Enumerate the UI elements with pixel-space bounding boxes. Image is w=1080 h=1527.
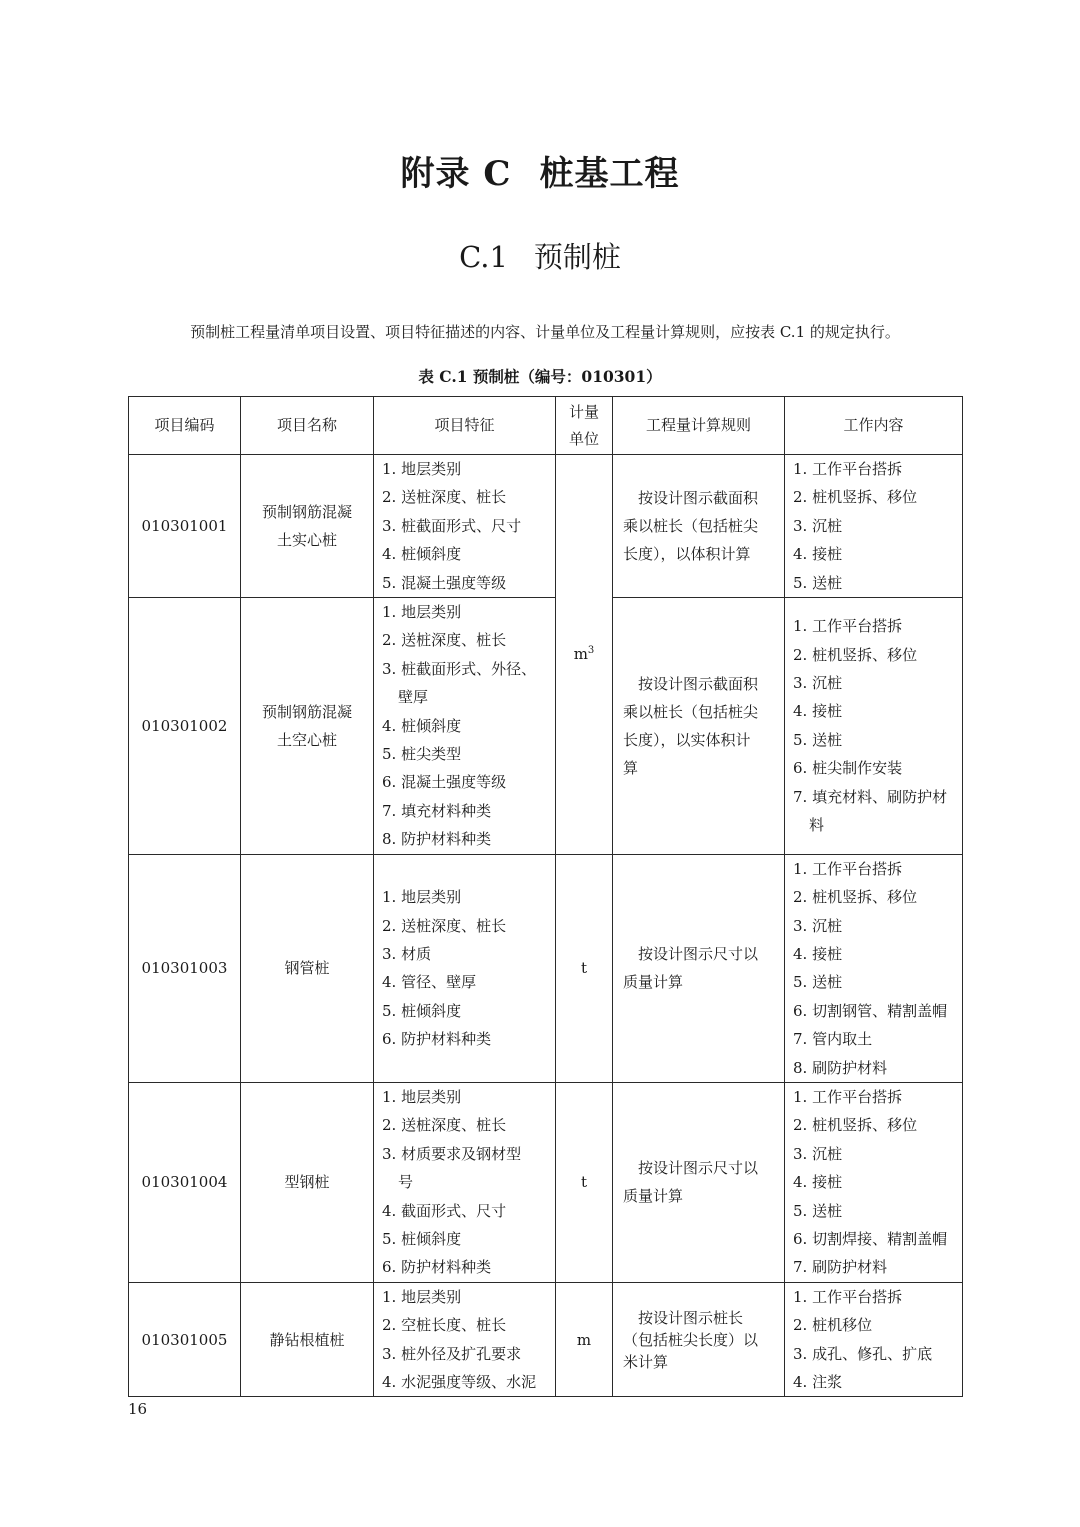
table-row [129,598,963,855]
item-code: 010301005 [129,1282,241,1397]
header-features: 项目特征 [374,397,556,455]
item-work: 1. 工作平台搭拆 2. 桩机竖拆、移位 3. 沉桩 4. 接桩 5. 送桩 6. 桩尖制作安装 7. 填充材料、刷防护材 料 [785,598,963,855]
intro-paragraph: 预制桩工程量清单项目设置、项目特征描述的内容、计量单位及工程量计算规则，应按表 C.1 的规定执行。 [190,323,900,341]
header-unit: 计量 单位 [556,397,613,455]
header-name: 项目名称 [241,397,374,455]
item-name: 型钢桩 [241,1082,374,1282]
item-unit: t [556,854,613,1082]
item-features: 1. 地层类别 2. 送桩深度、桩长 3. 材质 4. 管径、壁厚 5. 桩倾斜度 6. 防护材料种类 [374,854,556,1082]
table-caption: 表 C.1 预制桩（编号：010301） [418,367,662,386]
item-rule: 按设计图示桩长 （包括桩尖长度）以 米计算 [613,1282,785,1397]
item-features: 1. 地层类别 2. 送桩深度、桩长 3. 桩截面形式、尺寸 4. 桩倾斜度 5. 混凝土强度等级 [374,455,556,598]
item-rule: 按设计图示截面积 乘以桩长（包括桩尖 长度），以实体积计 算 [613,598,785,855]
section-title: C.1 预制桩 [459,240,621,274]
item-unit: $m^3$ [556,455,613,855]
item-work: 1. 工作平台搭拆 2. 桩机移位 3. 成孔、修孔、扩底 4. 注浆 [785,1282,963,1397]
precast-pile-table [128,396,963,1397]
table-row [129,1082,963,1282]
table-row [129,455,963,598]
page-number: 16 [128,1400,148,1418]
item-unit: m [556,1282,613,1397]
item-name: 预制钢筋混凝 土实心桩 [241,455,374,598]
item-code: 010301002 [129,598,241,855]
item-name: 钢管桩 [241,854,374,1082]
item-features: 1. 地层类别 2. 送桩深度、桩长 3. 桩截面形式、外径、 壁厚 4. 桩倾斜度 5. 桩尖类型 6. 混凝土强度等级 7. 填充材料种类 8. 防护材料种类 [374,598,556,855]
item-rule: 按设计图示尺寸以 质量计算 [613,854,785,1082]
item-work: 1. 工作平台搭拆 2. 桩机竖拆、移位 3. 沉桩 4. 接桩 5. 送桩 6. 切割钢管、精割盖帽 7. 管内取土 8. 刷防护材料 [785,854,963,1082]
item-rule: 按设计图示截面积 乘以桩长（包括桩尖 长度），以体积计算 [613,455,785,598]
table-header-row [129,397,963,455]
item-code: 010301004 [129,1082,241,1282]
appendix-title: 附录 C 桩基工程 [400,154,680,194]
header-rule: 工程量计算规则 [613,397,785,455]
item-rule: 按设计图示尺寸以 质量计算 [613,1082,785,1282]
table-row [129,1282,963,1397]
header-code: 项目编码 [129,397,241,455]
item-code: 010301003 [129,854,241,1082]
item-work: 1. 工作平台搭拆 2. 桩机竖拆、移位 3. 沉桩 4. 接桩 5. 送桩 [785,455,963,598]
header-work: 工作内容 [785,397,963,455]
item-name: 预制钢筋混凝 土空心桩 [241,598,374,855]
item-code: 010301001 [129,455,241,598]
item-work: 1. 工作平台搭拆 2. 桩机竖拆、移位 3. 沉桩 4. 接桩 5. 送桩 6. 切割焊接、精割盖帽 7. 刷防护材料 [785,1082,963,1282]
item-name: 静钻根植桩 [241,1282,374,1397]
table-row [129,854,963,1082]
item-unit: t [556,1082,613,1282]
item-features: 1. 地层类别 2. 送桩深度、桩长 3. 材质要求及钢材型 号 4. 截面形式、尺寸 5. 桩倾斜度 6. 防护材料种类 [374,1082,556,1282]
item-features: 1. 地层类别 2. 空桩长度、桩长 3. 桩外径及扩孔要求 4. 水泥强度等级、水泥 [374,1282,556,1397]
